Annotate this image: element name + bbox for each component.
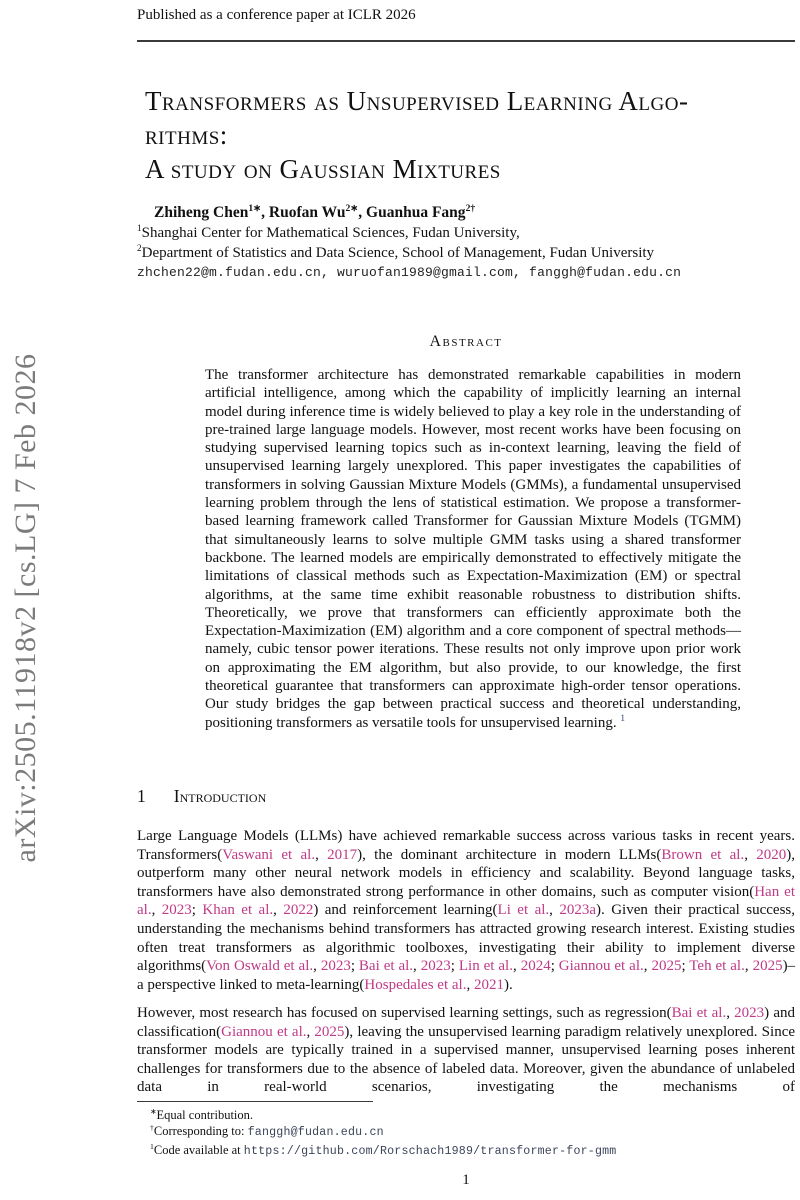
footnote-marker: ∗: [150, 1106, 157, 1116]
text-segment: ;: [681, 958, 690, 975]
citation-link[interactable]: Von Oswald et al.: [206, 958, 314, 975]
author-2: Ruofan Wu: [268, 204, 346, 221]
text-segment: ,: [549, 902, 560, 919]
text-segment: ), outperform many other neural network models in efficiency and scalability. Beyond language tasks, transformers have also demonstrated strong performance in other domains, such as computer vision(: [137, 846, 796, 900]
header-rule: [137, 40, 795, 42]
footnote-equal-contribution: [137, 1107, 795, 1123]
text-segment: ,: [306, 1023, 315, 1040]
affiliation-2-text: Department of Statistics and Data Science, School of Management, Fudan University: [141, 245, 655, 261]
text-segment: ,: [744, 846, 757, 863]
footnote-text: [154, 1124, 384, 1138]
author-block: [137, 203, 795, 283]
author-names: [137, 203, 795, 223]
footnote-marker: †: [150, 1123, 154, 1133]
text-segment: ,: [313, 958, 321, 975]
text-segment: ,: [413, 958, 421, 975]
conference-header: Published as a conference paper at ICLR 2026: [137, 7, 416, 23]
section-title: Introduction: [173, 786, 267, 806]
text-segment: ,: [151, 902, 162, 919]
text-segment: ) and classification(: [137, 1005, 796, 1040]
citation-link[interactable]: 2023: [161, 902, 192, 919]
author-3-affil-mark: 2†: [465, 202, 476, 214]
citation-link[interactable]: Bai et al.: [358, 958, 414, 975]
title-line-2: rithms:: [145, 120, 228, 150]
text-segment: ;: [450, 958, 459, 975]
text-segment: ,: [512, 958, 521, 975]
affiliation-2: [137, 243, 795, 263]
affiliation-2-mark: 2: [137, 244, 142, 254]
text-segment: However, most research has focused on supervised learning settings, such as regression(: [137, 1005, 672, 1021]
url-link[interactable]: fanggh@fudan.edu.cn: [247, 1126, 384, 1140]
citation-link[interactable]: Lin et al.: [458, 958, 513, 975]
text-segment: Equal contribution.: [156, 1108, 254, 1122]
title-line-3: A study on Gaussian Mixtures: [145, 154, 501, 184]
text-segment: ), the dominant architecture in modern LLMs(: [357, 846, 662, 863]
text-segment: Corresponding to:: [153, 1124, 248, 1139]
citation-link[interactable]: 2023: [320, 958, 351, 975]
abstract-footnote-link[interactable]: 1: [620, 713, 625, 724]
text-segment: ;: [550, 958, 559, 975]
text-segment: ), leaving the unsupervised learning paradigm relatively unexplored. Since transformer models are typically trained in a supervised manner, unsupervised learning poses inherent challenges for transformers due to the absence of labeled data. Moreover, given the abundance of unlabeled data in real-world scenarios, investigating the mechanisms of: [137, 1023, 796, 1096]
citation-link[interactable]: Khan et al.: [202, 902, 274, 919]
author-separator: ,: [261, 204, 269, 221]
text-segment: ).: [503, 976, 513, 993]
author-emails[interactable]: zhchen22@m.fudan.edu.cn, wuruofan1989@gmail.com, fanggh@fudan.edu.cn: [137, 265, 682, 280]
footnote-corresponding: [137, 1123, 795, 1141]
affiliation-1: [137, 223, 795, 243]
author-1: Zhiheng Chen: [154, 204, 249, 221]
intro-paragraph-1: [137, 827, 795, 994]
citation-link[interactable]: Teh et al.: [689, 958, 745, 975]
author-2-affil-mark: 2∗: [345, 202, 359, 214]
author-separator: ,: [358, 204, 367, 221]
text-segment: ;: [350, 958, 359, 975]
footnote-text: [157, 1108, 254, 1122]
title-line-1: Transformers as Unsupervised Learning Algo-: [145, 86, 689, 116]
abstract-paragraph: The transformer architecture has demonstrated remarkable capabilities in modern artificial intelligence, among which the capability of implicitly learning an internal model during inference time is widely believed to play a key role in the understanding of pre-trained large language models. However, most recent works have been focusing on studying supervised learning topics such as in-context learning, leaving the field of unsupervised learning largely unexplored. This paper investigates the capabilities of transformers in solving Gaussian Mixture Models (GMMs), a fundamental unsupervised learning problem through the lens of statistical estimation. We propose a transformer-based learning framework called Transformer for Gaussian Mixture Models (TGMM) that simultaneously learns to solve multiple GMM tasks using a shared transformer backbone. The learned models are empirically demonstrated to effectively mitigate the limitations of classical methods such as Expectation-Maximization (EM) or spectral algorithms, at the same time exhibit reasonable robustness to distribution shifts. Theoretically, we prove that transformers can efficiently approximate both the Expectation-Maximization (EM) algorithm and a core component of spectral methods—namely, cubic tensor power iterations. These results not only improve upon prior work on approximating the EM algorithm, but also provide, to our knowledge, the first theoretical guarantee that transformers can approximate high-order tensor operations. Our study bridges the gap between practical success and theoretical understanding, positioning transformers as versatile tools for unsupervised learning.: [205, 367, 741, 731]
citation-link[interactable]: Bai et al.: [671, 1005, 727, 1021]
citation-link[interactable]: 2020: [756, 846, 787, 863]
citation-link[interactable]: 2017: [327, 846, 358, 863]
citation-link[interactable]: 2025: [651, 958, 682, 975]
citation-link[interactable]: Li et al.: [497, 902, 550, 919]
citation-link[interactable]: 2024: [520, 958, 551, 975]
text-segment: ;: [191, 902, 203, 919]
citation-link[interactable]: Han et al.: [137, 883, 795, 919]
section-heading-introduction: [137, 786, 266, 807]
text-segment: Code available at: [153, 1142, 244, 1157]
text-segment: ,: [744, 958, 753, 975]
citation-link[interactable]: 2021: [473, 976, 504, 993]
text-segment: ,: [643, 958, 652, 975]
citation-link[interactable]: 2023: [734, 1005, 765, 1021]
text-segment: ,: [315, 846, 328, 863]
arxiv-watermark: arXiv:2505.11918v2 [cs.LG] 7 Feb 2026: [9, 353, 42, 863]
citation-link[interactable]: Giannou et al.: [221, 1023, 307, 1040]
citation-link[interactable]: Giannou et al.: [558, 958, 644, 975]
text-segment: ) and reinforcement learning(: [313, 902, 498, 919]
abstract-heading: Abstract: [429, 333, 503, 350]
text-segment: ). Given their practical success, understanding the mechanisms behind transformers has attracted growing research interest. Existing studies often treat transformers as algorithmic toolboxes, investigating their ability to implement diverse algorithms(: [137, 902, 796, 975]
text-segment: ,: [273, 902, 284, 919]
citation-link[interactable]: 2025: [314, 1023, 345, 1040]
text-segment: )–a perspective linked to meta-learning(: [137, 958, 796, 993]
text-segment: ,: [726, 1005, 735, 1021]
citation-link[interactable]: Brown et al.: [661, 846, 745, 863]
footnote-rule: [137, 1101, 373, 1102]
intro-paragraph-2: [137, 1004, 795, 1097]
section-number: 1: [137, 786, 146, 806]
url-link[interactable]: https://github.com/Rorschach1989/transformer-for-gmm: [243, 1144, 617, 1158]
citation-link[interactable]: Vaswani et al.: [222, 846, 316, 863]
citation-link[interactable]: 2023: [420, 958, 451, 975]
abstract-text: [205, 366, 741, 732]
affiliation-1-mark: 1: [137, 224, 142, 234]
affiliation-1-text: Shanghai Center for Mathematical Sciences, Fudan University,: [141, 225, 520, 241]
paper-title: [145, 84, 785, 186]
footnote-marker: 1: [150, 1141, 154, 1151]
footnotes: [137, 1107, 795, 1160]
citation-link[interactable]: 2025: [752, 958, 783, 975]
citation-link[interactable]: 2022: [283, 902, 314, 919]
page-number: 1: [462, 1172, 470, 1188]
citation-link[interactable]: Hospedales et al.: [364, 976, 467, 993]
text-segment: ,: [466, 976, 474, 993]
text-segment: Large Language Models (LLMs) have achieved remarkable success across various tasks in recent years. Transformers(: [137, 828, 795, 863]
footnote-code: [137, 1142, 795, 1160]
footnote-text: [154, 1143, 617, 1157]
author-3: Guanhua Fang: [366, 204, 466, 221]
citation-link[interactable]: 2023a: [559, 902, 597, 919]
author-1-affil-mark: 1∗: [248, 202, 262, 214]
